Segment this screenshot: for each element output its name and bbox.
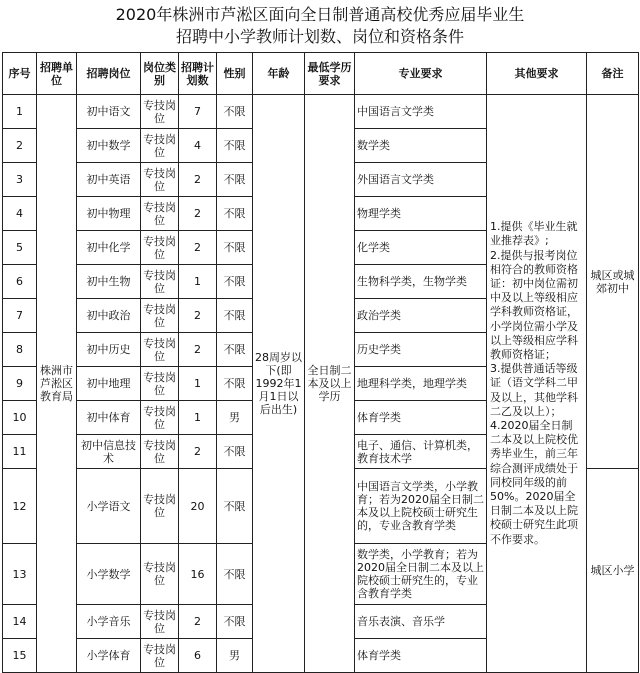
cell-plan: 2	[179, 231, 217, 265]
cell-no: 1	[3, 95, 37, 129]
header-age: 年龄	[253, 53, 305, 95]
cell-plan: 2	[179, 163, 217, 197]
cell-post: 初中地理	[77, 367, 141, 401]
cell-no: 3	[3, 163, 37, 197]
cell-major: 数学类	[355, 129, 487, 163]
header-major: 专业要求	[355, 53, 487, 95]
cell-no: 15	[3, 639, 37, 673]
cell-no: 12	[3, 469, 37, 544]
cell-post: 小学数学	[77, 544, 141, 605]
cell-category: 专技岗位	[141, 265, 179, 299]
cell-major: 政治学类	[355, 299, 487, 333]
cell-plan: 2	[179, 299, 217, 333]
cell-other-requirements	[487, 95, 587, 673]
cell-no: 5	[3, 231, 37, 265]
cell-gender: 不限	[217, 367, 253, 401]
cell-category: 专技岗位	[141, 401, 179, 435]
cell-gender: 不限	[217, 129, 253, 163]
cell-plan: 1	[179, 401, 217, 435]
cell-post: 初中化学	[77, 231, 141, 265]
header-post: 招聘岗位	[77, 53, 141, 95]
cell-gender: 不限	[217, 197, 253, 231]
cell-category: 专技岗位	[141, 435, 179, 469]
cell-gender: 不限	[217, 265, 253, 299]
cell-plan: 2	[179, 605, 217, 639]
cell-major: 体育学类	[355, 639, 487, 673]
cell-category: 专技岗位	[141, 544, 179, 605]
cell-category: 专技岗位	[141, 333, 179, 367]
document-title	[0, 0, 640, 52]
cell-category: 专技岗位	[141, 639, 179, 673]
cell-plan: 2	[179, 197, 217, 231]
cell-gender: 不限	[217, 333, 253, 367]
cell-edu: 全日制二本及以上学历	[305, 95, 355, 673]
header-seq: 序号	[3, 53, 37, 95]
title-line-1: 2020年株洲市芦淞区面向全日制普通高校优秀应届毕业生	[115, 5, 525, 24]
cell-category: 专技岗位	[141, 231, 179, 265]
cell-no: 11	[3, 435, 37, 469]
cell-plan: 7	[179, 95, 217, 129]
cell-category: 专技岗位	[141, 367, 179, 401]
cell-plan: 2	[179, 333, 217, 367]
cell-major: 化学类	[355, 231, 487, 265]
header-edu: 最低学历要求	[305, 53, 355, 95]
cell-category: 专技岗位	[141, 605, 179, 639]
cell-gender: 不限	[217, 435, 253, 469]
cell-gender: 男	[217, 639, 253, 673]
cell-gender: 不限	[217, 605, 253, 639]
cell-no: 8	[3, 333, 37, 367]
cell-major: 数学类，小学教育；若为2020届全日制二本及以上院校硕士研究生的，专业含教育学类	[355, 544, 487, 605]
cell-post: 初中语文	[77, 95, 141, 129]
header-gender: 性别	[217, 53, 253, 95]
cell-post: 小学体育	[77, 639, 141, 673]
header-category: 岗位类别	[141, 53, 179, 95]
cell-category: 专技岗位	[141, 163, 179, 197]
cell-post: 初中信息技术	[77, 435, 141, 469]
cell-category: 专技岗位	[141, 197, 179, 231]
cell-post: 初中体育	[77, 401, 141, 435]
table-header-row	[3, 53, 639, 95]
cell-gender: 不限	[217, 163, 253, 197]
header-remark: 备注	[587, 53, 639, 95]
cell-major: 中国语言文学类，小学教育；若为2020届全日制二本及以上院校硕士研究生的，专业含教育学类	[355, 469, 487, 544]
cell-major: 体育学类	[355, 401, 487, 435]
header-plan: 招聘计划数	[179, 53, 217, 95]
cell-gender: 不限	[217, 469, 253, 544]
title-line-2: 招聘中小学教师计划数、岗位和资格条件	[175, 27, 464, 46]
cell-major: 中国语言文学类	[355, 95, 487, 129]
cell-no: 2	[3, 129, 37, 163]
cell-no: 7	[3, 299, 37, 333]
cell-major: 外国语言文学类	[355, 163, 487, 197]
cell-gender: 不限	[217, 231, 253, 265]
cell-plan: 2	[179, 435, 217, 469]
cell-major: 历史学类	[355, 333, 487, 367]
cell-major: 物理学类	[355, 197, 487, 231]
cell-post: 小学音乐	[77, 605, 141, 639]
cell-plan: 20	[179, 469, 217, 544]
cell-post: 初中物理	[77, 197, 141, 231]
cell-major: 地理科学类，地理学类	[355, 367, 487, 401]
cell-post: 初中生物	[77, 265, 141, 299]
header-other: 其他要求	[487, 53, 587, 95]
cell-category: 专技岗位	[141, 299, 179, 333]
header-unit: 招聘单位	[37, 53, 77, 95]
cell-post: 小学语文	[77, 469, 141, 544]
cell-post: 初中英语	[77, 163, 141, 197]
cell-no: 6	[3, 265, 37, 299]
cell-gender: 不限	[217, 299, 253, 333]
cell-unit: 株洲市芦淞区教育局	[37, 95, 77, 673]
cell-post: 初中政治	[77, 299, 141, 333]
cell-remark-primary: 城区小学	[587, 469, 639, 673]
cell-no: 14	[3, 605, 37, 639]
cell-remark-middle: 城区或城郊初中	[587, 95, 639, 469]
cell-major: 生物科学类，生物学类	[355, 265, 487, 299]
cell-plan: 16	[179, 544, 217, 605]
cell-category: 专技岗位	[141, 469, 179, 544]
cell-post: 初中历史	[77, 333, 141, 367]
cell-category: 专技岗位	[141, 129, 179, 163]
cell-no: 4	[3, 197, 37, 231]
cell-no: 13	[3, 544, 37, 605]
table-row	[3, 95, 639, 129]
cell-post: 初中数学	[77, 129, 141, 163]
cell-gender: 男	[217, 401, 253, 435]
cell-plan: 1	[179, 367, 217, 401]
cell-plan: 4	[179, 129, 217, 163]
cell-no: 9	[3, 367, 37, 401]
cell-no: 10	[3, 401, 37, 435]
cell-gender: 不限	[217, 544, 253, 605]
recruitment-table	[2, 52, 639, 673]
other-requirements-text: 1.提供《毕业生就业推荐表》; 2.提供与报考岗位相符合的教师资格证：初中岗位需初中及以上等级相应学科教师资格证，小学岗位需小学及以上等级相应学科教师资格证； 3.提供普通话等级证（语文学科二甲及以上，其他学科二乙及以上）； 4.2020届全日制二本及以上院校优秀毕业生，前三年综合测评成绩处于同校同年级的前50%。2020届全日制二本及以上院校硕士研究生此项不作要求。	[490, 220, 578, 546]
cell-age: 28周岁以下(即1992年1月1日以后出生)	[253, 95, 305, 673]
cell-gender: 不限	[217, 95, 253, 129]
cell-plan: 1	[179, 265, 217, 299]
cell-major: 音乐表演、音乐学	[355, 605, 487, 639]
cell-category: 专技岗位	[141, 95, 179, 129]
cell-plan: 6	[179, 639, 217, 673]
cell-major: 电子、通信、计算机类，教育技术学	[355, 435, 487, 469]
table-body	[3, 95, 639, 673]
